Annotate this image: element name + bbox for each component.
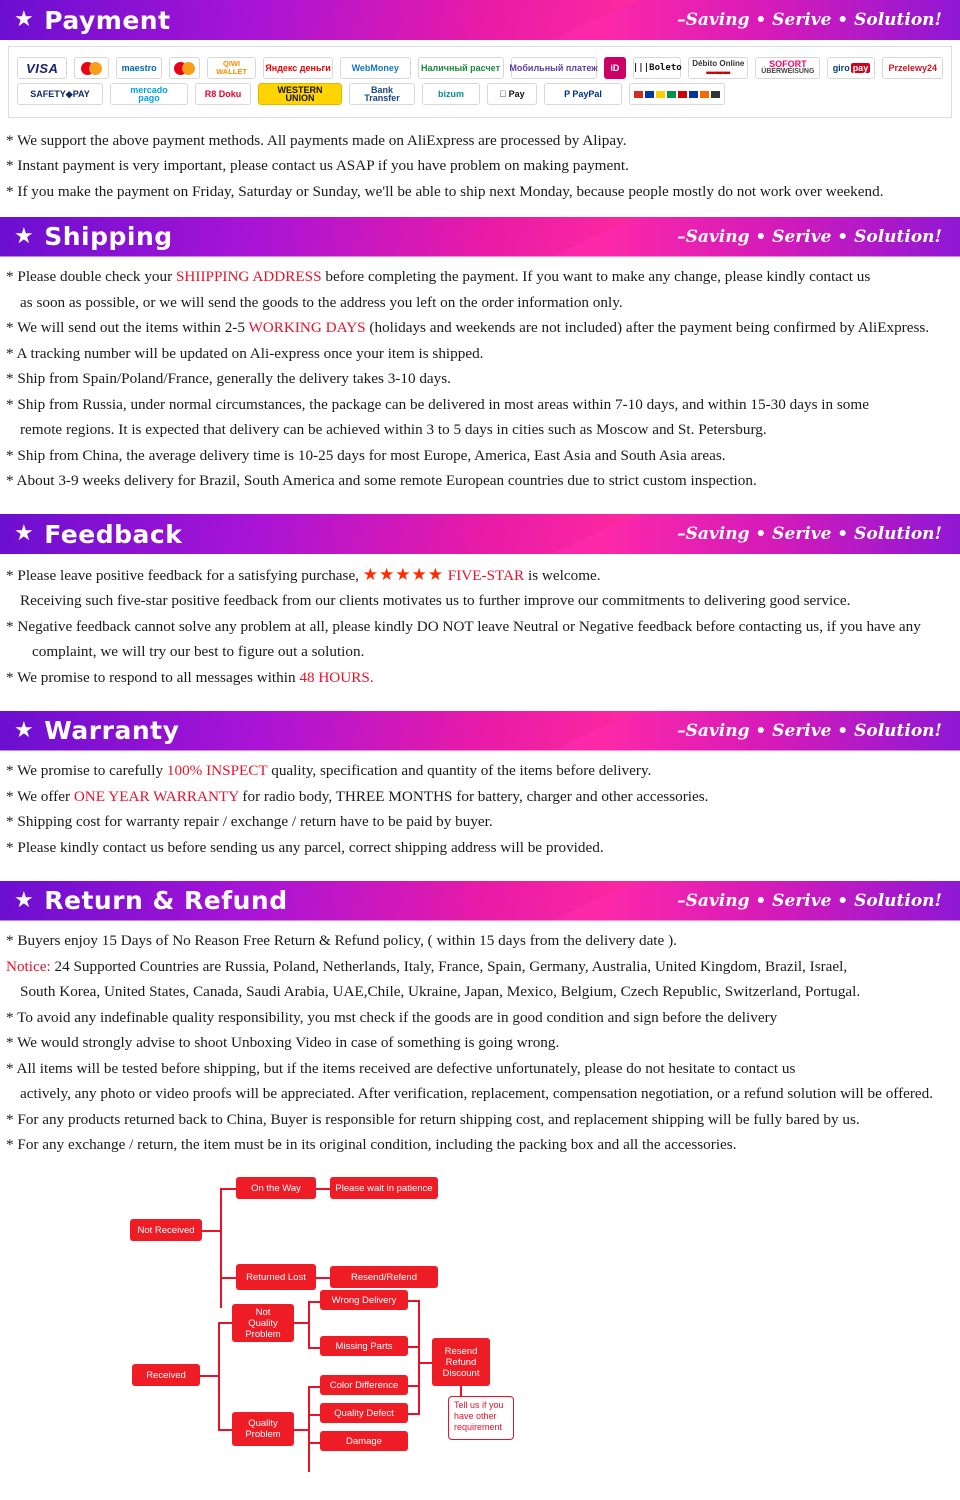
shipping-line-1: * Please double check your SHIIPPING ADDRESS before completing the payment. If you want to make any change, please kindly contact us [6, 268, 871, 285]
feedback-line-4: complaint, we will try our best to figure out a solution. [32, 643, 365, 660]
section-header-payment [0, 0, 960, 40]
mastercard-icon [74, 57, 109, 79]
star-icon: ★ [14, 521, 35, 546]
flow-node-quality-defect: Quality Defect [320, 1403, 408, 1423]
highlight-notice: Notice: [6, 957, 51, 975]
shipping-line-7: remote regions. It is expected that delivery can be achieved within 3 to 5 days in cities such as Moscow and St. Petersburg. [20, 421, 767, 438]
section-title-text: Payment [44, 5, 171, 35]
doku-icon: R8 Doku [195, 83, 251, 105]
section-title-warranty [0, 716, 179, 745]
return-line-1: * Buyers enjoy 15 Days of No Reason Free Return & Refund policy, ( within 15 days from the delivery date ). [6, 932, 677, 949]
five-star-icon: ★★★★★ [362, 564, 444, 584]
flow-node-wrong-delivery: Wrong Delivery [320, 1290, 408, 1310]
bizum-icon: bizum [422, 83, 480, 105]
yandex-money-icon: Яндекс деньги [263, 57, 333, 79]
warranty-line-2: * We offer ONE YEAR WARRANTY for radio body, THREE MONTHS for battery, charger and other accessories. [6, 787, 709, 805]
return-line-7: actively, any photo or video proofs will be appreciated. After verification, replacement, compensation negotiation, or a refund solution will be offered. [20, 1085, 934, 1102]
country-flags-icon [629, 83, 725, 105]
feedback-line-2: Receiving such five-star positive feedback from our clients motivates us to further improve our commitments to delivering good service. [20, 592, 851, 609]
payment-methods-panel [8, 46, 952, 118]
shipping-line-5: * Ship from Spain/Poland/France, generally the delivery takes 3-10 days. [6, 370, 451, 387]
banner-slogan: –Saving • Serive • Solution! [677, 890, 942, 911]
visa-icon: VISA [17, 57, 67, 79]
payment-line-1: * We support the above payment methods. All payments made on AliExpress are processed by Alipay. [6, 131, 627, 149]
sofort-icon: SOFORT ÜBERWEISUNG [755, 57, 820, 79]
highlight-48-hours: 48 HOURS. [299, 668, 374, 686]
flow-node-returned-lost: Returned Lost [236, 1264, 316, 1290]
flow-node-color-difference: Color Difference [320, 1375, 408, 1395]
highlight-working-days: WORKING DAYS [248, 319, 366, 336]
warranty-line-1: * We promise to carefully 100% INSPECT quality, specification and quantity of the items before delivery. [6, 762, 652, 779]
giropay-icon: giro pay [827, 57, 875, 79]
boleto-icon: |||Boleto [633, 57, 681, 79]
western-union-icon: WESTERN UNION [258, 83, 342, 105]
highlight-shipping-address: SHIIPPING ADDRESS [175, 268, 322, 285]
highlight-inspect: 100% INSPECT [166, 762, 268, 779]
payment-line-2: * Instant payment is very important, please contact us ASAP if you have problem on making payment. [6, 157, 629, 174]
shipping-line-8: * Ship from China, the average delivery time is 10-25 days for most Europe, America, East Asia and South Asia areas. [6, 446, 726, 464]
qiwi-wallet-icon: QIWI WALLET [207, 57, 256, 79]
section-title-shipping [0, 222, 173, 251]
shipping-line-2: as soon as possible, or we will send the goods to the address you left on the order information only. [20, 293, 623, 311]
banner-slogan: –Saving • Serive • Solution! [677, 10, 942, 30]
section-title-text: Feedback [44, 519, 183, 549]
return-line-2: Notice: 24 Supported Countries are Russia, Poland, Netherlands, Italy, France, Spain, Germany, Australia, United Kingdom, Brazil, Israel, [6, 957, 848, 975]
banner-slogan: –Saving • Serive • Solution! [677, 226, 942, 247]
safetypay-icon: SAFETY◆PAY [17, 83, 103, 105]
highlight-five-star: FIVE-STAR [447, 566, 525, 584]
return-line-9: * For any exchange / return, the item must be in its original condition, including the packing box and all the accessories. [6, 1136, 737, 1153]
flow-node-resend-refund-discount: Resend Refund Discount [432, 1338, 490, 1386]
flow-node-damage: Damage [320, 1431, 408, 1451]
return-line-8: * For any products returned back to China, Buyer is responsible for return shipping cost, and replacement shipping will be fully bared by us. [6, 1110, 860, 1128]
shipping-line-3: * We will send out the items within 2-5 WORKING DAYS (holidays and weekends are not included) after the payment being confirmed by AliExpress. [6, 319, 930, 336]
maestro-icon: maestro [116, 57, 162, 79]
star-icon: ★ [14, 887, 35, 913]
section-header-feedback [0, 514, 960, 554]
przelewy24-icon: Przelewy24 [882, 57, 943, 79]
flow-node-not-received: Not Received [130, 1219, 202, 1241]
flow-node-not-quality-problem: Not Quality Problem [232, 1304, 294, 1342]
payment-text-block [0, 120, 960, 211]
apple-pay-icon: Pay [487, 83, 537, 105]
mercado-pago-icon: mercado pago [110, 83, 188, 105]
shipping-line-6: * Ship from Russia, under normal circumstances, the package can be delivered in most areas within 7-10 days, and within 15-30 days in some [6, 395, 869, 413]
payment-icons-row-2 [17, 83, 943, 105]
section-header-shipping [0, 217, 960, 257]
flow-node-on-the-way: On the Way [236, 1177, 316, 1199]
payment-icons-row-1 [17, 57, 943, 79]
feedback-text-block [0, 554, 960, 697]
banner-slogan: –Saving • Serive • Solution! [677, 524, 942, 544]
section-title-text: Warranty [44, 716, 180, 745]
return-text-block [0, 921, 960, 1165]
debito-online-icon: Débito Online ▬▬▬ [688, 57, 748, 79]
warranty-line-3: * Shipping cost for warranty repair / exchange / return have to be paid by buyer. [6, 813, 493, 830]
feedback-line-5: * We promise to respond to all messages within 48 HOURS. [6, 668, 374, 686]
section-title-feedback [0, 520, 182, 549]
flow-node-please-wait: Please wait in patience [330, 1177, 438, 1199]
section-title-text: Shipping [44, 222, 173, 251]
return-line-5: * We would strongly advise to shoot Unboxing Video in case of something is going wrong. [6, 1034, 560, 1051]
payment-line-3: * If you make the payment on Friday, Saturday or Sunday, we'll be able to ship next Monday, because people mostly do not work over weekend. [6, 182, 884, 200]
feedback-line-1: * Please leave positive feedback for a satisfying purchase, ★★★★★ FIVE-STAR is welcome. [6, 564, 601, 584]
return-line-6: * All items will be tested before shipping, but if the items received are defective unfortunately, please do not hesitate to contact us [6, 1059, 796, 1077]
shipping-line-9: * About 3-9 weeks delivery for Brazil, South America and some remote European countries due to strict custom inspection. [6, 472, 757, 489]
bank-transfer-icon: Bank Transfer [349, 83, 415, 105]
star-icon: ★ [14, 7, 35, 32]
section-header-return-refund [0, 881, 960, 921]
mobile-payment-icon: Мобильный платеж [511, 57, 597, 79]
cash-payment-icon: Наличный расчет [418, 57, 504, 79]
mir-icon [169, 57, 200, 79]
flow-callout-tell-us: Tell us if you have other requirement [448, 1396, 514, 1440]
flow-node-received: Received [132, 1364, 200, 1386]
section-title-payment [0, 6, 171, 35]
return-line-3: South Korea, United States, Canada, Saudi Arabia, UAE,Chile, Ukraine, Japan, Mexico, Belgium, Czech Republic, Switzerland, Portugal. [20, 983, 861, 1000]
star-icon: ★ [14, 223, 35, 249]
flow-node-missing-parts: Missing Parts [320, 1336, 408, 1356]
flow-node-resend-refend: Resend/Refend [330, 1266, 438, 1288]
paypal-icon: P PayPal [544, 83, 622, 105]
id-icon: iD [604, 57, 627, 79]
section-title-text: Return & Refund [44, 886, 288, 915]
shipping-text-block [0, 257, 960, 501]
flow-node-quality-problem: Quality Problem [232, 1412, 294, 1446]
warranty-text-block [0, 751, 960, 867]
highlight-one-year-warranty: ONE YEAR WARRANTY [73, 787, 239, 805]
shipping-line-4: * A tracking number will be updated on Ali-express once your item is shipped. [6, 344, 484, 362]
section-title-return-refund [0, 886, 288, 915]
webmoney-icon: WebMoney [340, 57, 410, 79]
banner-slogan: –Saving • Serive • Solution! [677, 720, 942, 741]
warranty-line-4: * Please kindly contact us before sending us any parcel, correct shipping address will be provided. [6, 838, 604, 856]
return-line-4: * To avoid any indefinable quality responsibility, you mst check if the goods are in good condition and sign before the delivery [6, 1008, 778, 1026]
star-icon: ★ [14, 717, 35, 743]
section-header-warranty [0, 711, 960, 751]
return-process-flowchart [130, 1174, 830, 1474]
feedback-line-3: * Negative feedback cannot solve any problem at all, please kindly DO NOT leave Neutral or Negative feedback before contacting us, if you have any [6, 617, 921, 635]
